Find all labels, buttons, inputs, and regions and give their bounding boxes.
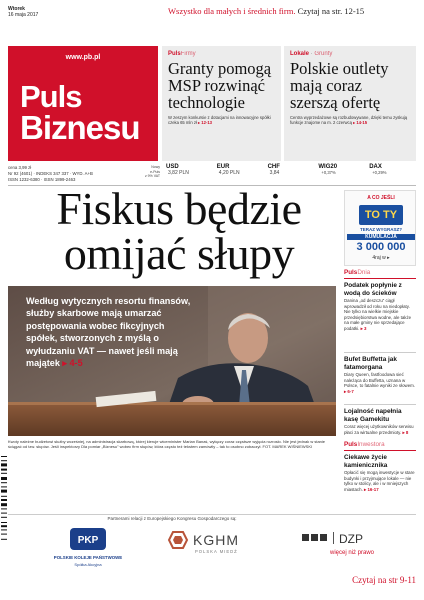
pkp-logo-mark bbox=[48, 528, 128, 574]
market-chf bbox=[264, 164, 315, 182]
dzp-logo-mark bbox=[292, 528, 402, 558]
right-item-text bbox=[344, 470, 416, 492]
right-item-title[interactable]: Lojalność napełnia kasę Gamekitu bbox=[344, 408, 402, 423]
kghm-logo[interactable] bbox=[165, 528, 255, 558]
market-ticker bbox=[162, 164, 416, 182]
photo-caption: Kwoty należne budżetowi służby wcześniej, na administracja skarbową, której kieruje wiceminister Marian Banaś, wyłączy coraz częstsze wyjęcia rozrosło. Nie jest jednak w stanie ściągać od tzw. słupów. Jeśli inspektorzy Dla pomiar „Biznesu” wobec firm słupów, która często też tekstem zamówiły – tak to osobno zobaczył. FOT. MAREK WIŚNIEWSKI bbox=[8, 439, 326, 449]
market-name: DAX bbox=[369, 164, 382, 170]
photo-overlay-body: Według wytycznych resortu finansów, służby skarbowe mają umarzać postępowania wobec fikcyjnych spółek, stworzonych z myślą o wyłudzaniu VAT — nawet jeśli mają majątek bbox=[26, 296, 191, 369]
right-item-title[interactable]: Bufet Buffetta jak fatamorgana bbox=[344, 356, 397, 371]
right-item-ref: ▸ 6-7 bbox=[344, 388, 354, 394]
kghm-logo-mark bbox=[165, 528, 255, 558]
teaser-granty[interactable] bbox=[162, 46, 281, 161]
teaser-section-tag: Lokale · Grunty bbox=[290, 51, 333, 57]
top-promo-highlight: Wszystko dla małych i średnich firm. bbox=[168, 6, 296, 16]
issue-date bbox=[8, 6, 68, 18]
lotto-jackpot-label: KUMULACJA bbox=[347, 234, 415, 240]
tag-main: Puls bbox=[168, 51, 181, 57]
kghm-sub: POLSKA MIEDŹ bbox=[195, 549, 238, 554]
dzp-logo[interactable] bbox=[292, 528, 402, 558]
section-sub: Inwestora bbox=[357, 441, 385, 448]
pkp-sub1: POLSKIE KOLEJE PAŃSTWOWE bbox=[53, 555, 123, 560]
lotto-line: A CO JEŚLI bbox=[367, 195, 395, 201]
lotto-slogan: TO TY bbox=[359, 205, 403, 225]
section-sub: Dnia bbox=[357, 269, 371, 276]
market-dax bbox=[365, 164, 416, 182]
lotto-advert[interactable] bbox=[344, 190, 416, 266]
logo-word-puls: Puls bbox=[20, 79, 82, 114]
right-item-title[interactable]: Ciekawe życie kamienicznika bbox=[344, 454, 388, 469]
right-item-text bbox=[344, 372, 416, 394]
partners-title: Partnerami relacji z Europejskiego Kongresu Gospodarczego są: bbox=[107, 516, 237, 521]
section-main: Puls bbox=[344, 441, 358, 448]
right-item-body: Danina „od deszczu” ciągł wprowadził od roku na niedopłaty. Nie tylko na wielkie miejskie przedsiębiorstwa wodne, ale także na małe gminy nie sprzedające podatki. bbox=[344, 298, 412, 331]
issue-date-value: 16 maja 2017 bbox=[8, 12, 39, 18]
teaser-section-tag bbox=[168, 51, 275, 57]
main-headline[interactable]: Fiskus będzie omijać słupy bbox=[56, 183, 302, 279]
market-wig20 bbox=[314, 164, 365, 182]
market-value: 3,84 bbox=[269, 170, 280, 176]
issue-issn: ISSN 1232-6380 · ISSN 1899-2463 bbox=[8, 177, 76, 182]
lotto-line: 4raj w ▸ bbox=[372, 255, 390, 261]
dzp-name: DZP bbox=[339, 532, 363, 546]
top-promo-line[interactable] bbox=[168, 6, 364, 16]
read-more-link[interactable]: Czytaj na str 9-11 bbox=[352, 575, 416, 585]
divider bbox=[344, 352, 416, 353]
divider bbox=[8, 514, 416, 515]
market-value: 3,82 PLN bbox=[168, 170, 189, 176]
section-main: Puls bbox=[344, 269, 358, 276]
pkp-name: PKP bbox=[77, 535, 99, 546]
tag-sub: Grunty bbox=[314, 51, 333, 57]
dzp-sub: więcej niż prawo bbox=[330, 550, 375, 556]
teaser-page-ref: ▸ 12-13 bbox=[198, 120, 213, 125]
epuls-line: Nowy bbox=[151, 165, 160, 169]
market-value: 4,20 PLN bbox=[218, 170, 240, 176]
section-divider bbox=[344, 278, 416, 279]
teaser-page-ref: ▸ 14-15 bbox=[353, 120, 368, 125]
divider bbox=[344, 404, 416, 405]
issue-price: cena 3,99 zł bbox=[8, 165, 32, 170]
market-name: WIG20 bbox=[318, 164, 338, 170]
teaser-summary-text: W zeszym konkursie z dotacjami na innowacyjne spółki czeka 65 mln zł bbox=[168, 115, 271, 125]
website-url[interactable]: www.pb.pl bbox=[65, 54, 101, 61]
issue-day: Wtorek bbox=[8, 6, 25, 12]
right-item-title[interactable]: Podatek popłynie z wodą do ścieków bbox=[344, 282, 402, 297]
market-name: CHF bbox=[267, 164, 280, 170]
market-change: +0,37% bbox=[321, 170, 336, 175]
market-change: +0,29% bbox=[372, 170, 387, 175]
tag-sub: Firmy bbox=[180, 51, 196, 57]
right-item-body: Diary Queen, fastfoodowa sieć należąca do Buffetta, uznana w Polsce, to fatalnie wyniki ze słowem. bbox=[344, 372, 416, 389]
market-eur bbox=[213, 164, 264, 182]
section-divider bbox=[344, 450, 416, 451]
teaser-summary-text: Centra wyprzedażowe są rozbudowywane, dzięki temu zyskują funkcje znajome na m. 2 czerwcą bbox=[290, 115, 408, 125]
right-item-body: Opłacić się mogą inwestycje w stare budynki i przyjmujące lokale — nie tylko w stolicy, ale i w mniejszych miastach. bbox=[344, 470, 415, 492]
market-name: USD bbox=[166, 164, 179, 170]
photo-overlay-text[interactable] bbox=[26, 295, 194, 369]
section-puls-inwestora bbox=[344, 441, 416, 448]
epuls-line: z 9% VAT bbox=[144, 174, 160, 178]
right-item-text bbox=[344, 424, 416, 435]
epuls-box bbox=[136, 165, 160, 179]
barcode bbox=[0, 456, 8, 572]
right-item-ref: ▸ 8 bbox=[402, 429, 409, 435]
issue-number: Nr 92 (4601) · INDEKS 347 337 · WYD. A+B bbox=[8, 171, 93, 176]
right-item-ref: ▸ 16-17 bbox=[364, 486, 379, 492]
market-usd bbox=[162, 164, 213, 182]
logo-word-biznesu: Biznesu bbox=[20, 109, 140, 146]
pkp-logo[interactable] bbox=[48, 528, 128, 574]
teaser-summary bbox=[168, 115, 275, 125]
right-item-text bbox=[344, 298, 416, 332]
section-puls-dnia bbox=[344, 269, 416, 276]
lotto-jackpot-amount: 3 000 000 bbox=[356, 241, 406, 253]
teaser-headline: Granty pomogą MSP rozwinąć technologie bbox=[168, 59, 272, 112]
masthead-logo[interactable] bbox=[8, 46, 158, 161]
tag-main: Lokale bbox=[290, 51, 310, 57]
teaser-summary bbox=[290, 115, 410, 125]
teaser-outlety[interactable] bbox=[284, 46, 416, 161]
lotto-line: TERAZ WYGRASZ? bbox=[360, 227, 402, 232]
epuls-line: e-Puls bbox=[150, 169, 160, 174]
market-name: EUR bbox=[216, 164, 230, 170]
pkp-sub2: Spółka Akcyjna bbox=[74, 562, 102, 567]
kghm-name: KGHM bbox=[193, 532, 239, 548]
photo-overlay-ref: ▸ 4-5 bbox=[62, 358, 83, 369]
right-item-ref: ▸ 3 bbox=[360, 325, 367, 331]
teaser-headline: Polskie outlety mają coraz szerszą ofertę bbox=[290, 59, 389, 112]
top-promo-rest: Czytaj na str. 12-15 bbox=[295, 6, 365, 16]
right-item-body: Coraz więcej użytkowników serwisu płaci za wirtualne przedmioty. bbox=[344, 424, 414, 435]
